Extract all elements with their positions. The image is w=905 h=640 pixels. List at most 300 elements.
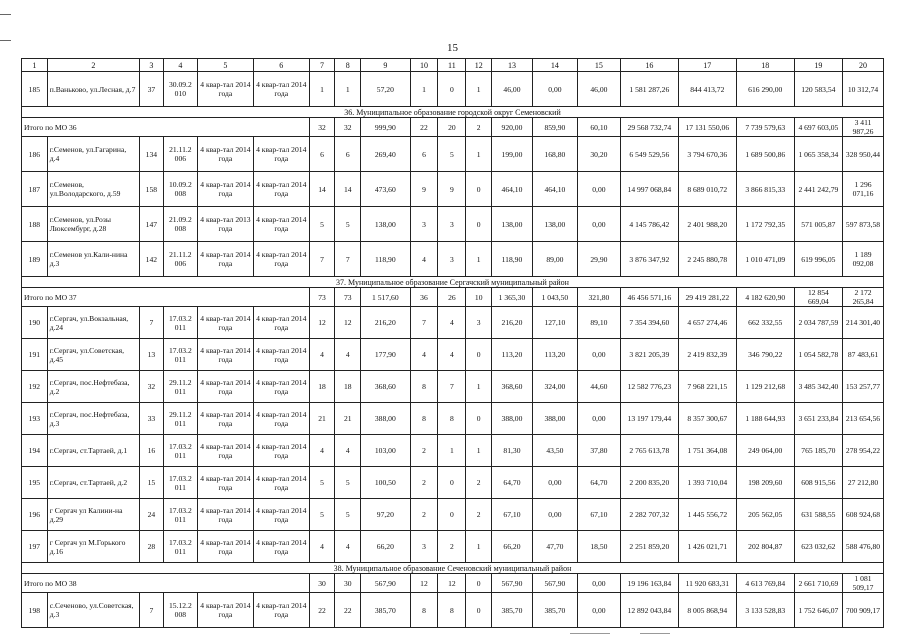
table-cell: 597 873,58	[843, 207, 884, 242]
table-cell: 216,20	[361, 307, 410, 339]
table-cell: 18	[335, 371, 361, 403]
table-cell: 205 562,05	[736, 499, 794, 531]
address-cell: г.Сергач, пос.Нефтебаза, д.3	[47, 403, 139, 435]
table-cell: 3 133 528,83	[736, 593, 794, 628]
table-cell: 388,00	[361, 403, 410, 435]
table-cell: 0,00	[577, 403, 620, 435]
table-cell: 32	[140, 371, 164, 403]
table-cell: 7	[438, 371, 466, 403]
table-cell: 5	[309, 467, 335, 499]
table-cell: 12	[309, 307, 335, 339]
table-row	[22, 339, 884, 371]
column-number: 9	[361, 59, 410, 72]
table-cell: 1 296 071,16	[843, 172, 884, 207]
table-cell: 57,20	[361, 72, 410, 107]
table-cell: 21	[335, 403, 361, 435]
subtotal-cell: 567,90	[492, 574, 533, 593]
subtotal-cell: 30	[335, 574, 361, 593]
table-cell: 2 765 613,78	[620, 435, 678, 467]
table-cell: 7 354 394,60	[620, 307, 678, 339]
subtotal-label: Итого по МО 36	[22, 118, 310, 137]
table-cell: 6	[309, 137, 335, 172]
column-number: 12	[466, 59, 492, 72]
section-heading: 37. Муниципальное образование Сергачский муниципальный район	[22, 277, 884, 288]
table-cell: 2 034 787,59	[794, 307, 842, 339]
subtotal-cell: 1 517,60	[361, 288, 410, 307]
table-cell: 631 588,55	[794, 499, 842, 531]
table-cell: 1	[438, 435, 466, 467]
table-cell: 7	[335, 242, 361, 277]
table-row	[22, 499, 884, 531]
table-cell: 4 квар-тал 2014 года	[253, 499, 309, 531]
table-cell: 4 квар-тал 2014 года	[253, 307, 309, 339]
column-number: 2	[47, 59, 139, 72]
table-cell: 28	[140, 531, 164, 563]
subtotal-cell: 60,10	[577, 118, 620, 137]
row-number: 197	[22, 531, 48, 563]
table-cell: 67,10	[577, 499, 620, 531]
table-cell: 0,00	[532, 72, 577, 107]
subtotal-cell: 32	[309, 118, 335, 137]
table-cell: 8	[438, 403, 466, 435]
table-cell: 2	[410, 435, 438, 467]
column-number: 20	[843, 59, 884, 72]
table-cell: 47,70	[532, 531, 577, 563]
table-row	[22, 242, 884, 277]
section-heading: 36. Муниципальное образование городской округ Семеновский	[22, 107, 884, 118]
table-cell: 4	[410, 242, 438, 277]
table-cell: 4 квар-тал 2014 года	[253, 172, 309, 207]
subtotal-cell: 12 854 669,04	[794, 288, 842, 307]
table-cell: 6 549 529,56	[620, 137, 678, 172]
table-cell: 46,00	[492, 72, 533, 107]
table-cell: 4 квар-тал 2014 года	[198, 593, 254, 628]
address-cell: г.Сергач, ст.Тартаей, д.1	[47, 435, 139, 467]
table-cell: 1 445 556,72	[678, 499, 736, 531]
subtotal-cell: 19 196 163,84	[620, 574, 678, 593]
table-cell: 1 129 212,68	[736, 371, 794, 403]
table-cell: 17.03.2 011	[163, 339, 197, 371]
table-cell: 7	[309, 242, 335, 277]
table-cell: 158	[140, 172, 164, 207]
table-cell: 118,90	[361, 242, 410, 277]
table-cell: 2 441 242,79	[794, 172, 842, 207]
column-number: 7	[309, 59, 335, 72]
table-cell: 4 квар-тал 2014 года	[198, 137, 254, 172]
table-cell: 153 257,77	[843, 371, 884, 403]
subtotal-cell: 36	[410, 288, 438, 307]
table-cell: 15.12.2 008	[163, 593, 197, 628]
subtotal-cell: 29 568 732,74	[620, 118, 678, 137]
table-cell: 4	[309, 531, 335, 563]
subtotal-cell: 2 172 265,84	[843, 288, 884, 307]
subtotal-cell: 1 365,30	[492, 288, 533, 307]
table-row	[22, 307, 884, 339]
table-cell: 89,10	[577, 307, 620, 339]
table-cell: 269,40	[361, 137, 410, 172]
subtotal-cell: 4 697 603,05	[794, 118, 842, 137]
table-cell: 9	[438, 172, 466, 207]
table-cell: 4 квар-тал 2014 года	[198, 242, 254, 277]
table-cell: 103,00	[361, 435, 410, 467]
table-cell: 1	[335, 72, 361, 107]
subtotal-row	[22, 574, 884, 593]
table-cell: 13	[140, 339, 164, 371]
subtotal-cell: 3 411 987,26	[843, 118, 884, 137]
section-heading-row	[22, 563, 884, 574]
table-cell: 4 квар-тал 2013 года	[198, 207, 254, 242]
table-cell: 619 996,05	[794, 242, 842, 277]
table-cell: 127,10	[532, 307, 577, 339]
column-number: 4	[163, 59, 197, 72]
column-number: 8	[335, 59, 361, 72]
row-number: 196	[22, 499, 48, 531]
address-cell: г.Семенов, ул.Розы Люксембург, д.28	[47, 207, 139, 242]
table-cell: 0	[466, 172, 492, 207]
table-cell: 17.03.2 011	[163, 467, 197, 499]
subtotal-cell: 4 613 769,84	[736, 574, 794, 593]
table-cell: 10.09.2 008	[163, 172, 197, 207]
table-cell: 64,70	[577, 467, 620, 499]
table-cell: 138,00	[532, 207, 577, 242]
table-cell: 2 245 880,78	[678, 242, 736, 277]
subtotal-label: Итого по МО 38	[22, 574, 310, 593]
address-cell: п.Ваньково, ул.Лесная, д.7	[47, 72, 139, 107]
table-row	[22, 403, 884, 435]
table-cell: 3	[438, 207, 466, 242]
table-cell: 4 145 786,42	[620, 207, 678, 242]
table-cell: 8 689 010,72	[678, 172, 736, 207]
table-cell: 4 квар-тал 2014 года	[198, 72, 254, 107]
row-number: 186	[22, 137, 48, 172]
section-heading-row	[22, 277, 884, 288]
table-cell: 113,20	[492, 339, 533, 371]
table-cell: 134	[140, 137, 164, 172]
column-number: 6	[253, 59, 309, 72]
subtotal-cell: 7 739 579,63	[736, 118, 794, 137]
column-number: 1	[22, 59, 48, 72]
table-cell: 13 197 179,44	[620, 403, 678, 435]
table-cell: 4 квар-тал 2014 года	[253, 137, 309, 172]
table-cell: 3	[410, 207, 438, 242]
address-cell: г.Сергач, ст.Тартаей, д.2	[47, 467, 139, 499]
table-cell: 30,20	[577, 137, 620, 172]
table-cell: 588 476,80	[843, 531, 884, 563]
table-cell: 147	[140, 207, 164, 242]
table-cell: 2 200 835,20	[620, 467, 678, 499]
table-cell: 4 квар-тал 2014 года	[253, 207, 309, 242]
table-cell: 2 419 832,39	[678, 339, 736, 371]
table-cell: 2	[438, 531, 466, 563]
subtotal-cell: 46 456 571,16	[620, 288, 678, 307]
table-cell: 43,50	[532, 435, 577, 467]
subtotal-cell: 12	[438, 574, 466, 593]
subtotal-row	[22, 288, 884, 307]
table-cell: 168,80	[532, 137, 577, 172]
table-cell: 64,70	[492, 467, 533, 499]
table-cell: 1 054 582,78	[794, 339, 842, 371]
address-cell: г Сергач ул Калини-на д.29	[47, 499, 139, 531]
table-cell: 14	[309, 172, 335, 207]
table-cell: 21.11.2 006	[163, 137, 197, 172]
table-cell: 1	[466, 371, 492, 403]
subtotal-cell: 567,90	[361, 574, 410, 593]
row-number: 193	[22, 403, 48, 435]
table-cell: 22	[309, 593, 335, 628]
table-cell: 2 251 859,20	[620, 531, 678, 563]
table-cell: 4 квар-тал 2014 года	[253, 531, 309, 563]
table-cell: 1 752 646,07	[794, 593, 842, 628]
table-cell: 120 583,54	[794, 72, 842, 107]
table-cell: 608 915,56	[794, 467, 842, 499]
table-cell: 4 квар-тал 2014 года	[253, 403, 309, 435]
table-cell: 8	[410, 593, 438, 628]
table-cell: 4 квар-тал 2014 года	[198, 307, 254, 339]
table-cell: 6	[410, 137, 438, 172]
table-cell: 198 209,60	[736, 467, 794, 499]
table-cell: 368,60	[361, 371, 410, 403]
subtotal-cell: 999,90	[361, 118, 410, 137]
table-cell: 662 332,55	[736, 307, 794, 339]
page-number: 15	[447, 42, 458, 54]
address-cell: г Сергач ул М.Горького д.16	[47, 531, 139, 563]
table-cell: 1 010 471,09	[736, 242, 794, 277]
table-cell: 12 892 043,84	[620, 593, 678, 628]
table-cell: 6	[335, 137, 361, 172]
table-cell: 8	[410, 371, 438, 403]
table-cell: 21.11.2 006	[163, 242, 197, 277]
table-cell: 5	[335, 207, 361, 242]
column-number: 16	[620, 59, 678, 72]
table-cell: 385,70	[492, 593, 533, 628]
subtotal-label: Итого по МО 37	[22, 288, 310, 307]
table-cell: 385,70	[532, 593, 577, 628]
table-cell: 8 005 868,94	[678, 593, 736, 628]
subtotal-cell: 1 081 509,17	[843, 574, 884, 593]
row-number: 188	[22, 207, 48, 242]
table-cell: 3 794 670,36	[678, 137, 736, 172]
table-cell: 4	[438, 307, 466, 339]
subtotal-cell: 0	[466, 574, 492, 593]
table-cell: 1	[466, 242, 492, 277]
table-cell: 27 212,80	[843, 467, 884, 499]
table-cell: 5	[309, 499, 335, 531]
table-cell: 278 954,22	[843, 435, 884, 467]
table-cell: 0	[466, 207, 492, 242]
row-number: 190	[22, 307, 48, 339]
table-cell: 12 582 776,23	[620, 371, 678, 403]
table-cell: 4 квар-тал 2014 года	[198, 467, 254, 499]
table-cell: 18	[309, 371, 335, 403]
row-number: 194	[22, 435, 48, 467]
table-cell: 473,60	[361, 172, 410, 207]
table-cell: 15	[140, 467, 164, 499]
subtotal-cell: 29 419 281,22	[678, 288, 736, 307]
table-cell: 3	[410, 531, 438, 563]
table-cell: 29,90	[577, 242, 620, 277]
table-cell: 5	[335, 499, 361, 531]
housing-program-table	[21, 58, 884, 628]
column-number: 17	[678, 59, 736, 72]
address-cell: г.Семенов ул.Кали-нина д.3	[47, 242, 139, 277]
table-row	[22, 137, 884, 172]
table-cell: 16	[140, 435, 164, 467]
table-cell: 177,90	[361, 339, 410, 371]
table-cell: 0,00	[577, 172, 620, 207]
table-cell: 4 квар-тал 2014 года	[253, 72, 309, 107]
table-cell: 10 312,74	[843, 72, 884, 107]
table-cell: 1 393 710,04	[678, 467, 736, 499]
table-cell: 4	[309, 435, 335, 467]
row-number: 192	[22, 371, 48, 403]
table-cell: 216,20	[492, 307, 533, 339]
table-cell: 113,20	[532, 339, 577, 371]
scan-mark	[570, 633, 610, 634]
table-cell: 17.03.2 011	[163, 307, 197, 339]
table-cell: 29.11.2 011	[163, 371, 197, 403]
table-cell: 4 квар-тал 2014 года	[198, 403, 254, 435]
table-cell: 12	[335, 307, 361, 339]
subtotal-cell: 73	[335, 288, 361, 307]
subtotal-cell: 26	[438, 288, 466, 307]
table-cell: 22	[335, 593, 361, 628]
table-cell: 138,00	[492, 207, 533, 242]
table-cell: 81,30	[492, 435, 533, 467]
table-cell: 346 790,22	[736, 339, 794, 371]
table-cell: 1	[466, 531, 492, 563]
row-number: 191	[22, 339, 48, 371]
table-cell: 46,00	[577, 72, 620, 107]
table-cell: 0,00	[532, 467, 577, 499]
subtotal-cell: 73	[309, 288, 335, 307]
table-cell: 4	[335, 531, 361, 563]
column-number-row	[22, 59, 884, 72]
column-number: 15	[577, 59, 620, 72]
table-cell: 4 квар-тал 2014 года	[198, 435, 254, 467]
table-cell: 2	[410, 467, 438, 499]
table-cell: 4 квар-тал 2014 года	[198, 339, 254, 371]
table-cell: 1	[466, 72, 492, 107]
row-number: 187	[22, 172, 48, 207]
table-cell: 3	[466, 307, 492, 339]
table-cell: 0	[466, 403, 492, 435]
table-cell: 368,60	[492, 371, 533, 403]
table-cell: 385,70	[361, 593, 410, 628]
table-cell: 700 909,17	[843, 593, 884, 628]
table-row	[22, 435, 884, 467]
table-cell: 7	[410, 307, 438, 339]
column-number: 3	[140, 59, 164, 72]
table-cell: 100,50	[361, 467, 410, 499]
table-cell: 3 651 233,84	[794, 403, 842, 435]
subtotal-cell: 17 131 550,06	[678, 118, 736, 137]
table-cell: 8	[438, 593, 466, 628]
subtotal-cell: 20	[438, 118, 466, 137]
table-cell: 2	[410, 499, 438, 531]
table-cell: 2	[466, 499, 492, 531]
table-cell: 4 квар-тал 2014 года	[198, 499, 254, 531]
subtotal-cell: 4 182 620,90	[736, 288, 794, 307]
address-cell: г.Семенов, ул.Гагарина, д.4	[47, 137, 139, 172]
subtotal-cell: 10	[466, 288, 492, 307]
table-cell: 14	[335, 172, 361, 207]
table-cell: 30.09.2 010	[163, 72, 197, 107]
column-number: 18	[736, 59, 794, 72]
table-cell: 24	[140, 499, 164, 531]
table-cell: 37	[140, 72, 164, 107]
column-number: 10	[410, 59, 438, 72]
table-cell: 3 876 347,92	[620, 242, 678, 277]
table-cell: 4	[410, 339, 438, 371]
table-cell: 2 401 988,20	[678, 207, 736, 242]
table-cell: 7	[140, 307, 164, 339]
table-cell: 1 426 021,71	[678, 531, 736, 563]
table-cell: 4 657 274,46	[678, 307, 736, 339]
table-cell: 2 282 707,32	[620, 499, 678, 531]
table-cell: 608 924,68	[843, 499, 884, 531]
table-cell: 89,00	[532, 242, 577, 277]
subtotal-cell: 1 043,50	[532, 288, 577, 307]
table-cell: 1 188 644,93	[736, 403, 794, 435]
row-number: 189	[22, 242, 48, 277]
table-cell: 0	[438, 467, 466, 499]
table-cell: 142	[140, 242, 164, 277]
column-number: 19	[794, 59, 842, 72]
address-cell: с.Сеченово, ул.Советская, д.3	[47, 593, 139, 628]
table-cell: 1	[466, 137, 492, 172]
table-cell: 3 866 815,33	[736, 172, 794, 207]
table-cell: 214 301,40	[843, 307, 884, 339]
table-cell: 8 357 300,67	[678, 403, 736, 435]
column-number: 11	[438, 59, 466, 72]
table-cell: 1	[466, 435, 492, 467]
table-cell: 7 968 221,15	[678, 371, 736, 403]
table-cell: 66,20	[492, 531, 533, 563]
subtotal-cell: 2 661 710,69	[794, 574, 842, 593]
table-cell: 9	[410, 172, 438, 207]
table-cell: 33	[140, 403, 164, 435]
address-cell: г.Сергач, ул.Вокзальная, д.24	[47, 307, 139, 339]
subtotal-cell: 0,00	[577, 574, 620, 593]
table-cell: 4 квар-тал 2014 года	[253, 593, 309, 628]
subtotal-cell: 11 920 683,31	[678, 574, 736, 593]
table-cell: 97,20	[361, 499, 410, 531]
table-cell: 3 821 205,39	[620, 339, 678, 371]
table-cell: 1 689 500,86	[736, 137, 794, 172]
table-cell: 37,80	[577, 435, 620, 467]
table-cell: 4	[438, 339, 466, 371]
table-row	[22, 207, 884, 242]
table-cell: 7	[140, 593, 164, 628]
table-cell: 571 005,87	[794, 207, 842, 242]
section-heading-row	[22, 107, 884, 118]
subtotal-cell: 920,00	[492, 118, 533, 137]
table-row	[22, 531, 884, 563]
address-cell: г.Сергач, ул.Советская, д.45	[47, 339, 139, 371]
margin-mark	[0, 40, 11, 41]
table-cell: 464,10	[532, 172, 577, 207]
row-number: 185	[22, 72, 48, 107]
table-cell: 118,90	[492, 242, 533, 277]
table-row	[22, 371, 884, 403]
table-cell: 1 172 792,35	[736, 207, 794, 242]
table-cell: 0	[438, 499, 466, 531]
table-cell: 3 485 342,40	[794, 371, 842, 403]
table-cell: 324,00	[532, 371, 577, 403]
table-cell: 328 950,44	[843, 137, 884, 172]
margin-mark	[0, 14, 11, 15]
table-cell: 14 997 068,84	[620, 172, 678, 207]
